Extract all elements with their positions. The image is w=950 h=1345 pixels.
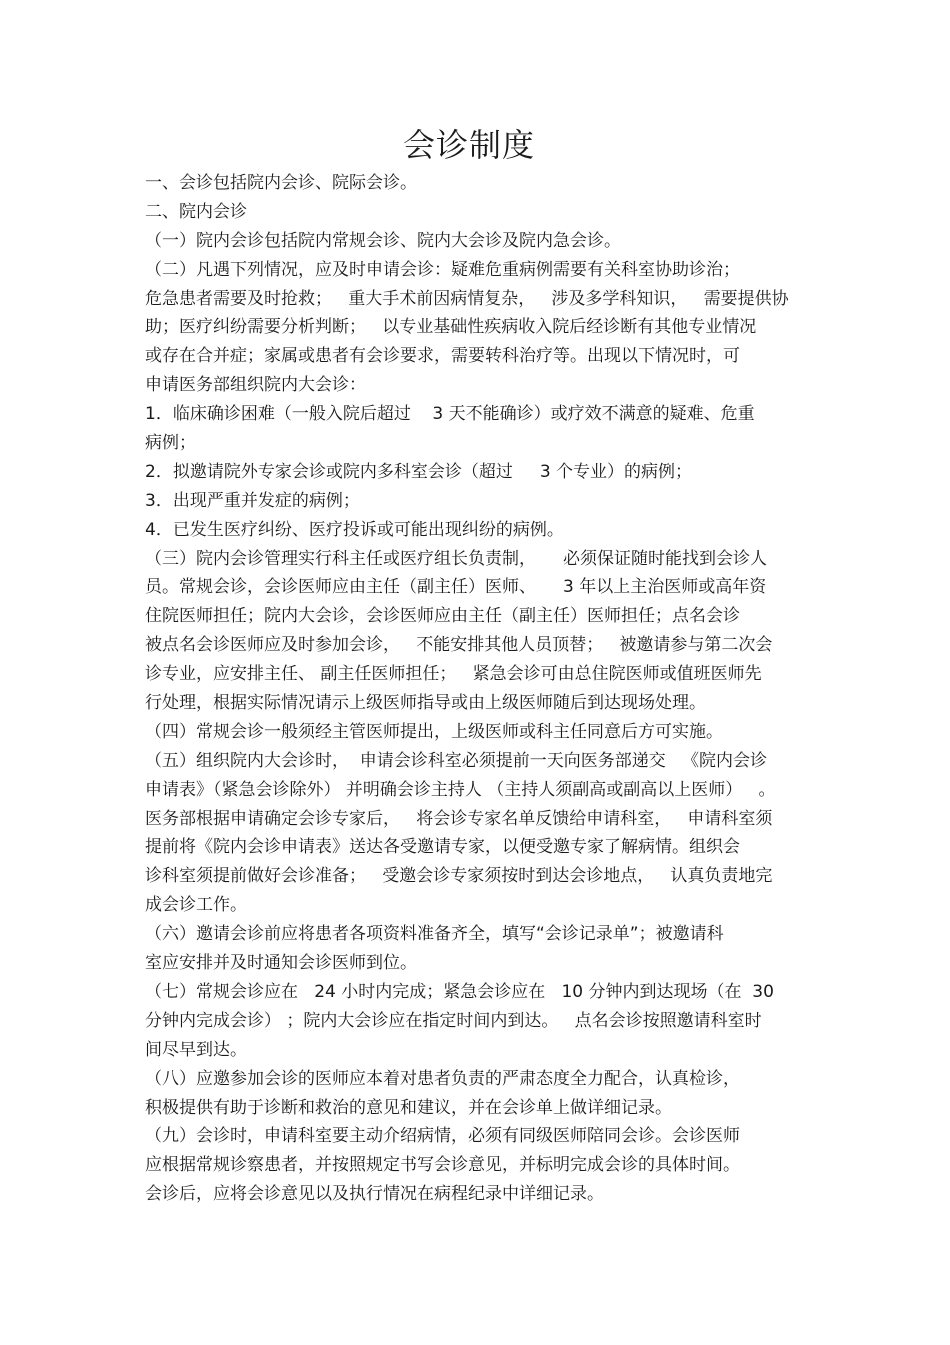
text-line: （七）常规会诊应在 24 小时内完成；紧急会诊应在 10 分钟内到达现场（在 30 [145, 981, 774, 1002]
text-line: （八）应邀参加会诊的医师应本着对患者负责的严肃态度全力配合，认真检诊， [145, 1068, 740, 1089]
document-body [145, 169, 825, 1209]
text-line: 住院医师担任；院内大会诊，会诊医师应由主任（副主任）医师担任；点名会诊 [145, 606, 740, 627]
text-line: 3．出现严重并发症的病例； [145, 490, 360, 511]
text-line: 诊专业，应安排主任、 副主任医师担任； 紧急会诊可由总住院医师或值班医师先 [145, 664, 762, 685]
text-line: （三）院内会诊管理实行科主任或医疗组长负责制， 必须保证随时能找到会诊人 [145, 548, 768, 569]
text-line: 应根据常规诊察患者，并按照规定书写会诊意见，并标明完成会诊的具体时间。 [145, 1155, 740, 1176]
text-line: 员。常规会诊，会诊医师应由主任（副主任）医师、 3 年以上主治医师或高年资 [145, 577, 767, 598]
text-line: 会诊后，应将会诊意见以及执行情况在病程纪录中详细记录。 [145, 1184, 604, 1205]
text-line: 诊科室须提前做好会诊准备； 受邀会诊专家须按时到达会诊地点， 认真负责地完 [145, 866, 773, 887]
text-line: 申请表》（紧急会诊除外） 并明确会诊主持人 （主持人须副高或副高以上医师） 。 [145, 779, 776, 800]
text-line: 4．已发生医疗纠纷、医疗投诉或可能出现纠纷的病例。 [145, 519, 564, 540]
text-line: 提前将《院内会诊申请表》送达各受邀请专家，以便受邀专家了解病情。组织会 [145, 837, 740, 858]
text-line: 1．临床确诊困难（一般入院后超过 3 天不能确诊）或疗效不满意的疑难、危重 [145, 404, 755, 425]
text-line: （一）院内会诊包括院内常规会诊、院内大会诊及院内急会诊。 [145, 230, 621, 251]
text-line: （六）邀请会诊前应将患者各项资料准备齐全，填写“会诊记录单”；被邀请科 [145, 924, 724, 945]
text-line: 医务部根据申请确定会诊专家后， 将会诊专家名单反馈给申请科室， 申请科室须 [145, 808, 773, 829]
text-line: 二、院内会诊 [145, 201, 247, 222]
text-line: （五）组织院内大会诊时， 申请会诊科室必须提前一天向医务部递交 《院内会诊 [145, 750, 768, 771]
document-title: 会诊制度 [402, 126, 535, 164]
text-line: 间尽早到达。 [145, 1039, 247, 1060]
text-line: 病例； [145, 433, 196, 454]
text-line: 申请医务部组织院内大会诊： [145, 375, 366, 396]
text-line: 一、会诊包括院内会诊、院际会诊。 [145, 173, 417, 193]
text-line: 积极提供有助于诊断和救治的意见和建议，并在会诊单上做详细记录。 [145, 1097, 672, 1118]
text-line: （四）常规会诊一般须经主管医师提出，上级医师或科主任同意后方可实施。 [145, 721, 723, 742]
text-line: 或存在合并症；家属或患者有会诊要求，需要转科治疗等。出现以下情况时，可 [145, 346, 740, 367]
text-line: （二）凡遇下列情况，应及时申请会诊：疑难危重病例需要有关科室协助诊治； [145, 259, 740, 280]
text-line: 2．拟邀请院外专家会诊或院内多科室会诊（超过 3 个专业）的病例； [145, 461, 693, 482]
text-line: 室应安排并及时通知会诊医师到位。 [145, 953, 417, 974]
text-line: 危急患者需要及时抢救； 重大手术前因病情复杂， 涉及多学科知识， 需要提供协 [145, 288, 789, 309]
text-line: 助；医疗纠纷需要分析判断； 以专业基础性疾病收入院后经诊断有其他专业情况 [145, 317, 757, 338]
text-line: 行处理，根据实际情况请示上级医师指导或由上级医师随后到达现场处理。 [145, 693, 706, 714]
text-line: 成会诊工作。 [145, 895, 247, 916]
text-line: 被点名会诊医师应及时参加会诊， 不能安排其他人员顶替； 被邀请参与第二次会 [145, 635, 773, 656]
text-line: （九）会诊时，申请科室要主动介绍病情，必须有同级医师陪同会诊。会诊医师 [145, 1126, 740, 1147]
text-line: 分钟内完成会诊） ；院内大会诊应在指定时间内到达。 点名会诊按照邀请科室时 [145, 1010, 762, 1031]
